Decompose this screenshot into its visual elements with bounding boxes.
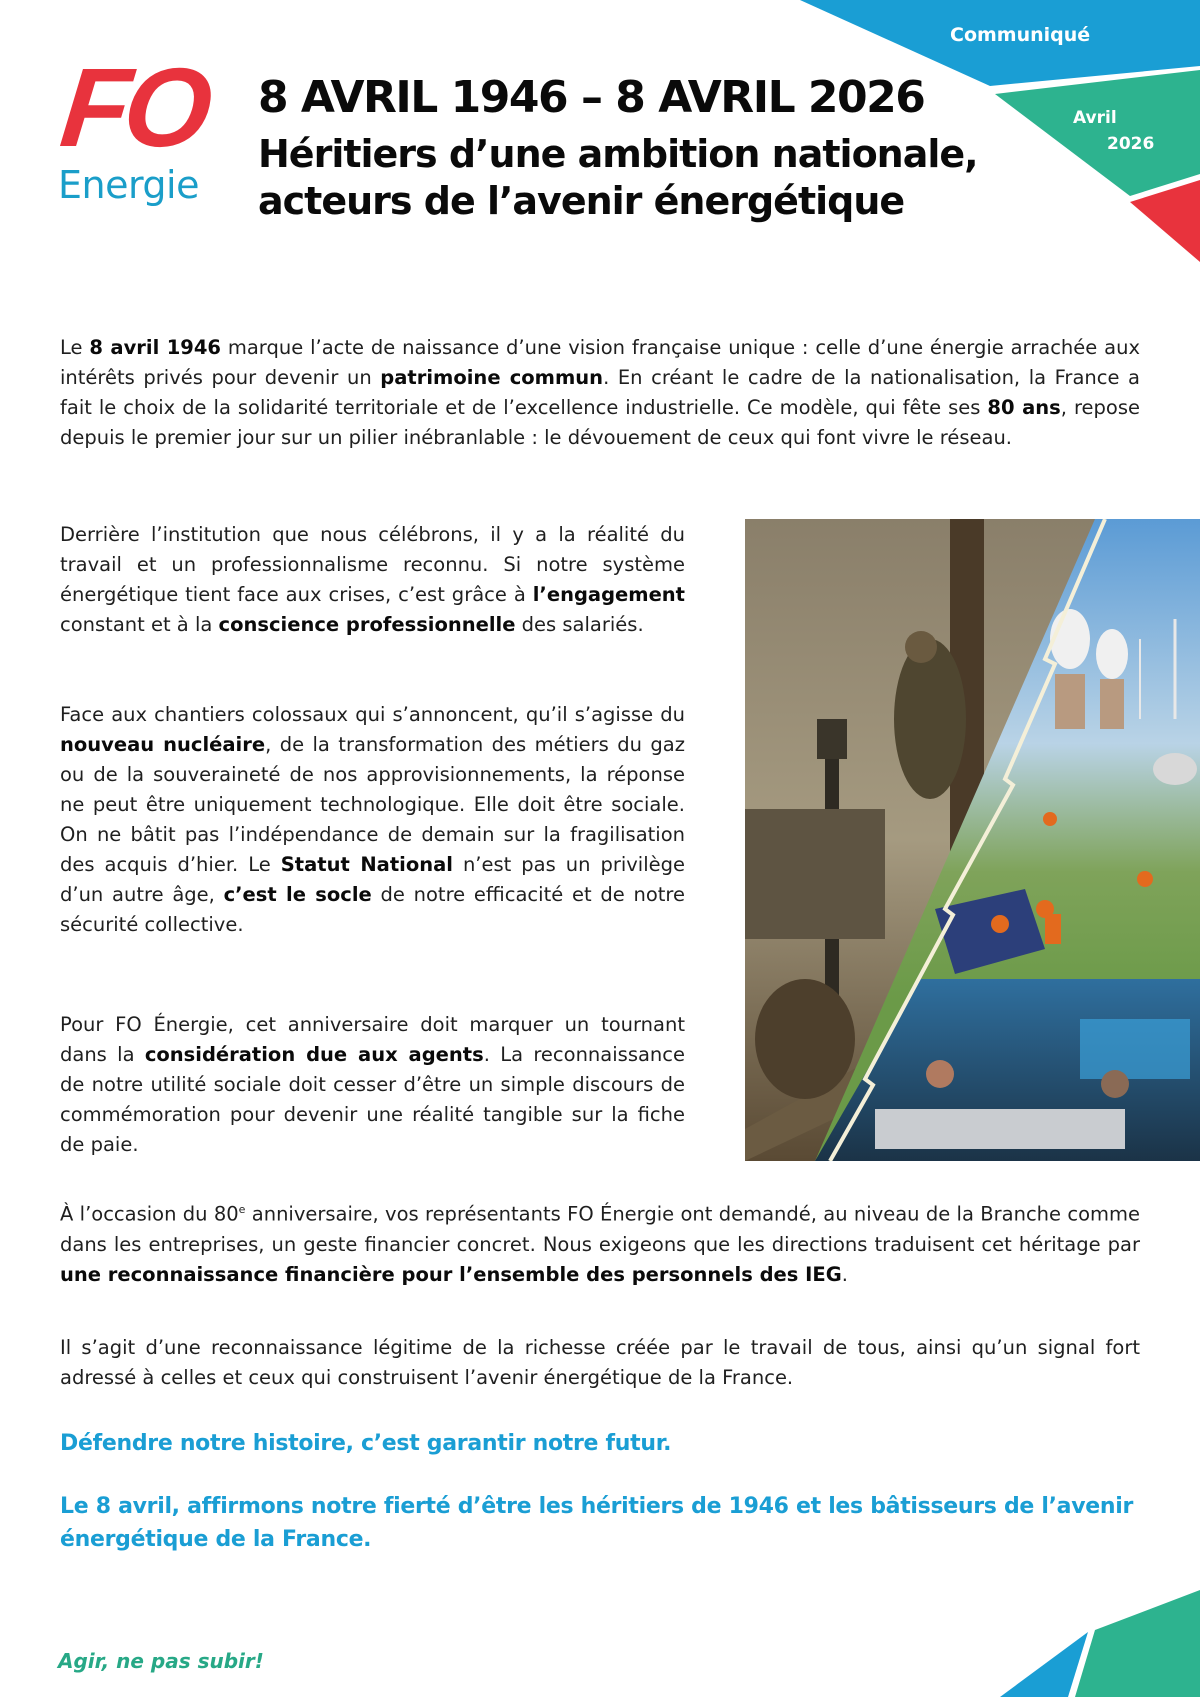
text: , repose depuis le premier jour sur un pilier inébranlable : le dévouement de ceux qui font vivre le réseau. <box>60 396 1141 449</box>
text: . <box>841 1262 848 1286</box>
slogan: Agir, ne pas subir! <box>58 1649 264 1673</box>
call-to-action-1: Défendre notre histoire, c’est garantir notre futur. <box>60 1431 672 1456</box>
bottom-green-shape <box>1075 1590 1200 1697</box>
emphasis: c’est le socle <box>223 883 372 906</box>
date-month-label: Avril <box>1073 108 1117 128</box>
logo-mark: FO <box>55 45 213 170</box>
fo-energie-logo <box>55 45 218 207</box>
document-type-label: Communiqué <box>950 24 1091 46</box>
emphasis: 80 ans <box>987 396 1061 419</box>
paragraph-institution <box>60 520 685 640</box>
text: Face aux chantiers colossaux qui s’annoncent, qu’il s’agisse du <box>60 703 685 726</box>
top-green-shape <box>995 70 1200 196</box>
subtitle-line-1: Héritiers d’une ambition nationale, <box>258 131 978 176</box>
emphasis: une reconnaissance financière pour l’ensemble des personnels des IEG <box>60 1262 842 1286</box>
emphasis: considération due aux agents <box>144 1043 484 1066</box>
text: Il s’agit d’une reconnaissance légitime de la richesse créée par le travail de tous, ainsi qu’un signal fort adressé à celles et ceux qui construisent l’avenir énergétique de la France. <box>60 1336 1140 1389</box>
emphasis: l’engagement <box>532 583 685 606</box>
paragraph-financial-demand <box>60 1195 1140 1290</box>
text: À l’occasion du 80 <box>60 1202 239 1226</box>
page-subtitle <box>258 131 978 226</box>
text: anniversaire, vos représentants FO Énergie ont demandé, au niveau de la Branche comme dans les entreprises, un geste financier concret. Nous exigeons que les directions traduisent cet héritage par <box>60 1202 1140 1256</box>
emphasis: 8 avril 1946 <box>89 336 221 359</box>
logo-name: Energie <box>58 163 199 207</box>
text: . La reconnaissance de notre utilité sociale doit cesser d’être un simple discours de commémoration pour devenir une réalité tangible sur la fiche de paie. <box>60 1043 686 1156</box>
text: de notre efficacité et de notre sécurité collective. <box>60 883 685 936</box>
call-to-action-2: Le 8 avril, affirmons notre fierté d’être les héritiers de 1946 et les bâtisseurs de l’avenir énergétique de la France. <box>60 1494 1134 1552</box>
emphasis: conscience professionnelle <box>218 613 516 636</box>
ordinal-suffix: e <box>238 1203 246 1216</box>
paragraph-intro <box>60 333 1140 453</box>
text: , de la transformation des métiers du gaz ou de la souveraineté de nos approvisionnements, la réponse ne peut être uniquement technologique. Elle doit être sociale. On ne bâtit pas l’indépendance de demain sur la fragilisation des acquis d’hier. Le <box>60 733 685 876</box>
subtitle-line-2: acteurs de l’avenir énergétique <box>258 179 905 224</box>
illustration-image <box>745 519 1200 1161</box>
text: n’est pas un privilège d’un autre âge, <box>60 853 686 906</box>
text: Le <box>60 336 90 359</box>
bottom-blue-shape <box>1000 1632 1088 1697</box>
text: marque l’acte de naissance d’une vision française unique : celle d’une énergie arrachée aux intérêts privés pour devenir un <box>60 336 1140 389</box>
text: . En créant le cadre de la nationalisation, la France a fait le choix de la solidarité territoriale et de l’excellence industrielle. Ce modèle, qui fête ses <box>60 366 1140 419</box>
text: constant et à la <box>60 613 219 636</box>
paragraph-challenges <box>60 700 685 940</box>
emphasis: nouveau nucléaire <box>60 733 266 756</box>
page-title: 8 AVRIL 1946 – 8 AVRIL 2026 <box>258 72 925 123</box>
text: Pour FO Énergie, cet anniversaire doit marquer un tournant dans la <box>60 1013 685 1066</box>
illustration-past-and-future-energy <box>745 519 1200 1161</box>
date-year-label: 2026 <box>1107 134 1155 154</box>
text: Derrière l’institution que nous célébrons, il y a la réalité du travail et un professionnalisme reconnu. Si notre système énergétique tient face aux crises, c’est grâce à <box>60 523 685 606</box>
emphasis: patrimoine commun <box>380 366 604 389</box>
emphasis: Statut National <box>280 853 453 876</box>
text: des salariés. <box>515 613 644 636</box>
paragraph-legitimacy <box>60 1333 1140 1393</box>
paragraph-recognition <box>60 1010 685 1160</box>
header <box>258 72 978 226</box>
